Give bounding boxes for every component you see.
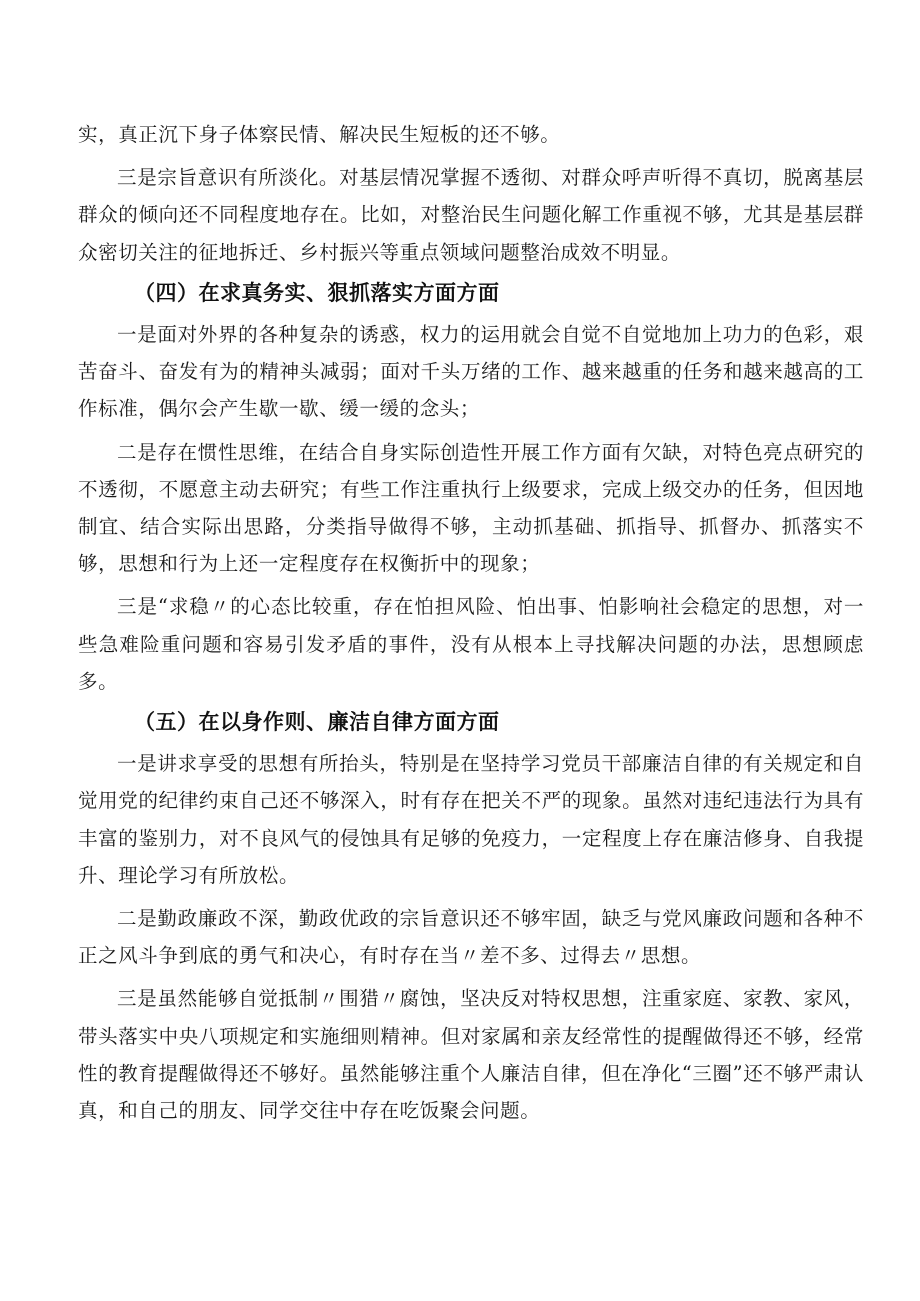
section-heading-4: （四）在求真务实、狠抓落实方面方面	[134, 280, 500, 305]
section4-paragraph-1: 一是面对外界的各种复杂的诱惑，权力的运用就会自觉不自觉地加上功力的色彩，艰苦奋斗、奋发有为的精神头减弱；面对千头万绪的工作、越来越重的任务和越来越高的工作标准，偶尔会产生歇一歇、缓一缓的念头；	[78, 323, 864, 421]
section-heading-5: （五）在以身作则、廉洁自律方面方面	[134, 710, 500, 735]
section5-paragraph-3: 三是虽然能够自觉抵制〃围猎〃腐蚀，坚决反对特权思想，注重家庭、家教、家风，带头落实中央八项规定和实施细则精神。但对家属和亲友经常性的提醒做得还不够，经常性的教育提醒做得还不够好。虽然能够注重个人廉洁自律，但在净化“三圈”还不够严肃认真，和自己的朋友、同学交往中存在吃饭聚会问题。	[78, 987, 864, 1123]
paragraph-continuation: 实，真正沉下身子体察民情、解决民生短板的还不够。	[78, 123, 561, 146]
document-body	[78, 116, 864, 1129]
paragraph-purpose-awareness: 三是宗旨意识有所淡化。对基层情况掌握不透彻、对群众呼声听得不真切，脱离基层群众的倾向还不同程度地存在。比如，对整治民生问题化解工作重视不够，尤其是基层群众密切关注的征地拆迁、乡村振兴等重点领域问题整治成效不明显。	[78, 166, 864, 264]
section5-paragraph-2: 二是勤政廉政不深，勤政优政的宗旨意识还不够牢固，缺乏与党风廉政问题和各种不正之风斗争到底的勇气和决心，有时存在当〃差不多、过得去〃思想。	[78, 907, 864, 968]
section4-paragraph-3: 三是“求稳〃的心态比较重，存在怕担风险、怕出事、怕影响社会稳定的思想，对一些急难险重问题和容易引发矛盾的事件，没有从根本上寻找解决问题的办法，思想顾虑多。	[78, 595, 864, 693]
section4-paragraph-2: 二是存在惯性思维，在结合自身实际创造性开展工作方面有欠缺，对特色亮点研究的不透彻，不愿意主动去研究；有些工作注重执行上级要求，完成上级交办的任务，但因地制宜、结合实际出思路，分类指导做得不够，主动抓基础、抓指导、抓督办、抓落实不够，思想和行为上还一定程度存在权衡折中的现象；	[78, 440, 864, 576]
section5-paragraph-1: 一是讲求享受的思想有所抬头，特别是在坚持学习党员干部廉洁自律的有关规定和自觉用党的纪律约束自己还不够深入，时有存在把关不严的现象。虽然对违纪违法行为具有丰富的鉴别力，对不良风气的侵蚀具有足够的免疫力，一定程度上存在廉洁修身、自我提升、理论学习有所放松。	[78, 752, 864, 887]
